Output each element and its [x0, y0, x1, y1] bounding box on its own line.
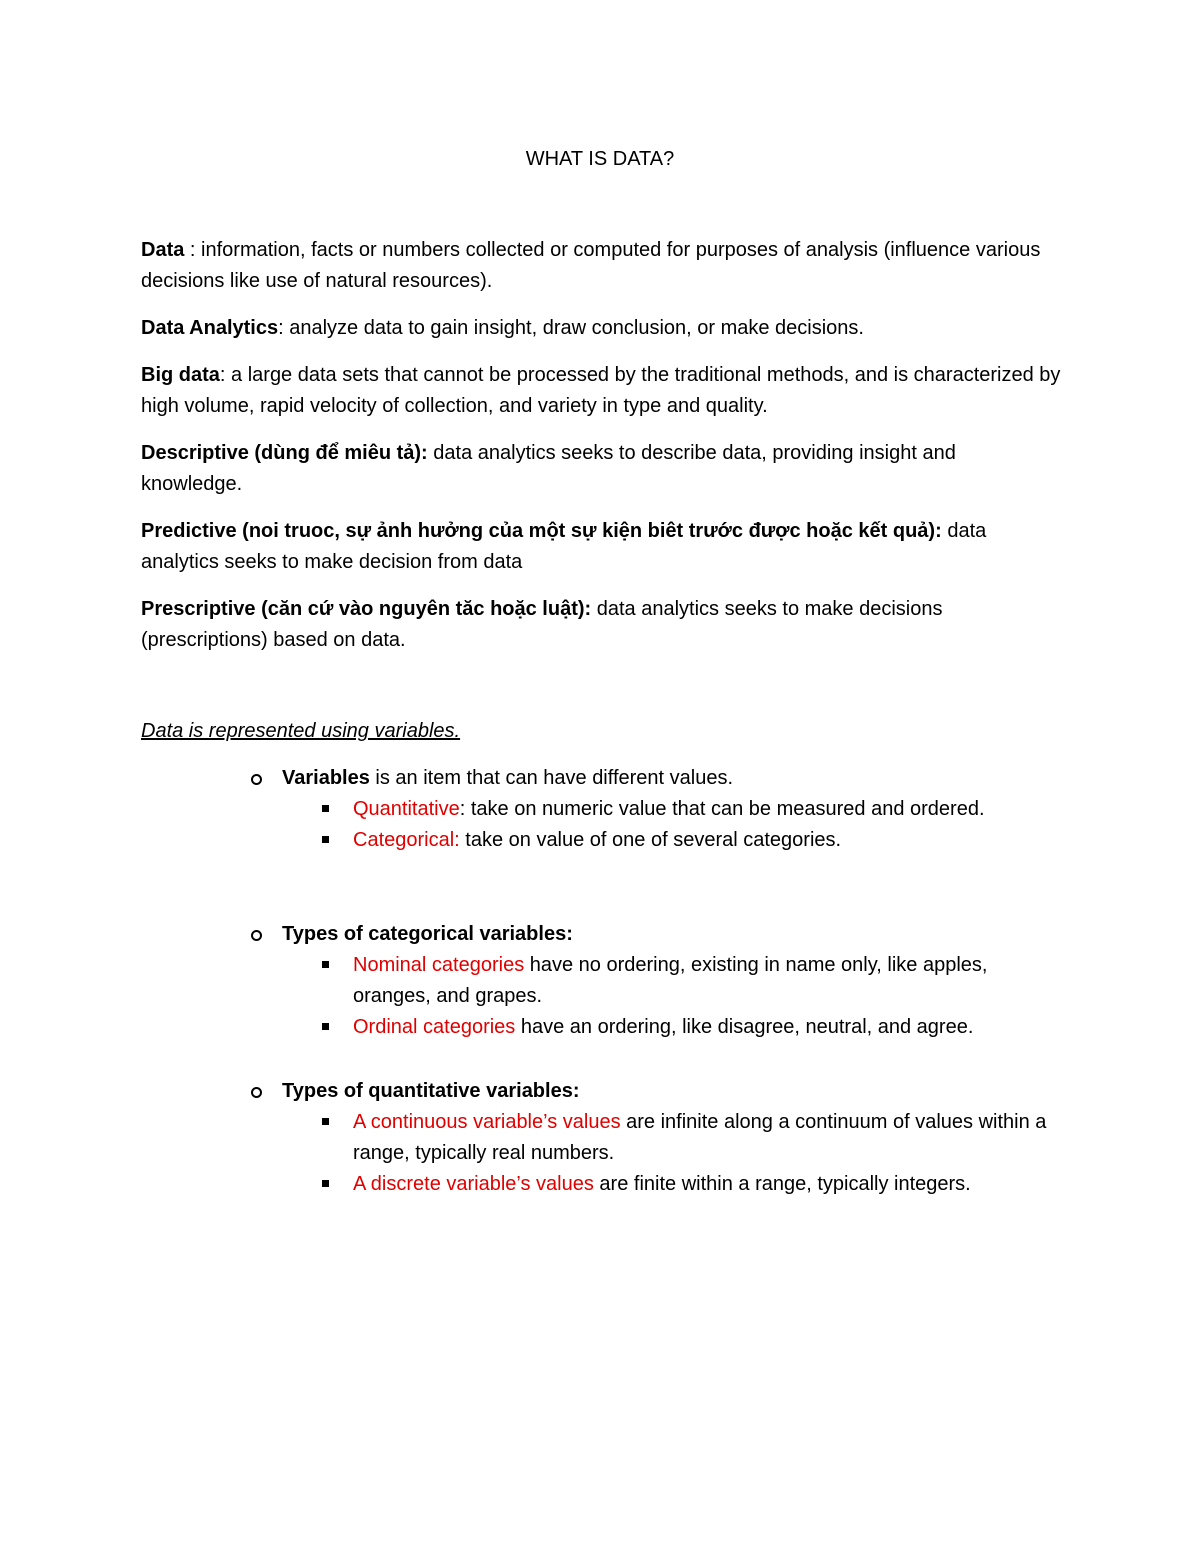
definition-big-data: [141, 360, 1061, 422]
list-item-lead: Types of quantitative variables:: [282, 1080, 580, 1102]
definition-term: Data: [141, 239, 185, 261]
definition-text: a large data sets that cannot be processed by the traditional methods, and is characterized by high volume, rapid velocity of collection, and variety in type and quality.: [141, 364, 1061, 417]
square-bullet-icon: [322, 1118, 329, 1125]
variables-group: [249, 763, 1049, 856]
highlighted-term: Categorical:: [353, 829, 460, 851]
square-bullet-icon: [322, 836, 329, 843]
definition-prescriptive: [141, 594, 1061, 656]
definition-data: [141, 235, 1061, 297]
definition-term: Descriptive (dùng để miêu tả):: [141, 442, 428, 464]
sub-list-item: [320, 794, 1049, 825]
sub-list-item-text: : take on numeric value that can be measured and ordered.: [459, 798, 985, 820]
highlighted-term: Quantitative: [353, 798, 460, 820]
definitions-section: [141, 235, 1061, 672]
sub-list-item: [320, 825, 1049, 856]
definition-separator: :: [219, 364, 232, 386]
definition-descriptive: [141, 438, 1061, 500]
highlighted-term: Nominal categories: [353, 954, 525, 976]
highlighted-term: A continuous variable’s values: [353, 1111, 621, 1133]
definition-predictive: [141, 516, 1061, 578]
sub-list-item-text: are infinite along a continuum of values within a range, typically real numbers.: [353, 1111, 1047, 1164]
highlighted-term: A discrete variable’s values: [353, 1173, 594, 1195]
circle-bullet-icon: [251, 930, 262, 941]
quantitative-types-group: [249, 1076, 1049, 1200]
sub-list-item-text: take on value of one of several categories.: [459, 829, 842, 851]
list-item-text: is an item that can have different values.: [369, 767, 734, 789]
definition-separator: :: [278, 317, 290, 339]
definition-data-analytics: [141, 313, 1061, 344]
definition-text: information, facts or numbers collected or computed for purposes of analysis (influence various decisions like use of natural resources).: [141, 239, 1041, 292]
list-item-lead: Variables: [282, 767, 370, 789]
sub-list-item-text: have an ordering, like disagree, neutral, and agree.: [515, 1016, 974, 1038]
document-title: WHAT IS DATA?: [525, 148, 675, 170]
sub-list-item: [320, 950, 1049, 1012]
sub-list-item: [320, 1169, 1049, 1200]
list-item-lead: Types of categorical variables:: [282, 923, 573, 945]
highlighted-term: Ordinal categories: [353, 1016, 516, 1038]
variables-heading: Data is represented using variables.: [141, 720, 461, 742]
square-bullet-icon: [322, 1180, 329, 1187]
definition-term: Prescriptive (căn cứ vào nguyên tăc hoặc luật):: [141, 598, 592, 620]
list-item: [249, 763, 1049, 794]
definition-text: data analytics seeks to make decision from data: [141, 520, 987, 573]
square-bullet-icon: [322, 1023, 329, 1030]
definition-term: Data Analytics: [141, 317, 279, 339]
definition-separator: :: [184, 239, 202, 261]
definition-term: Predictive (noi truoc, sự ảnh hưởng của một sự kiện biêt trước được hoặc kết quả):: [141, 520, 942, 542]
sub-list-item: [320, 1012, 1049, 1043]
definition-term: Big data: [141, 364, 220, 386]
definition-text: data analytics seeks to make decisions (prescriptions) based on data.: [141, 598, 943, 651]
sub-list-item-text: have no ordering, existing in name only, like apples, oranges, and grapes.: [353, 954, 988, 1007]
square-bullet-icon: [322, 961, 329, 968]
sub-list-item-text: are finite within a range, typically integers.: [593, 1173, 971, 1195]
circle-bullet-icon: [251, 1087, 262, 1098]
categorical-types-group: [249, 919, 1049, 1043]
sub-list-item: [320, 1107, 1049, 1169]
list-item: [249, 919, 1049, 950]
definition-text: analyze data to gain insight, draw conclusion, or make decisions.: [289, 317, 864, 339]
circle-bullet-icon: [251, 774, 262, 785]
list-item: [249, 1076, 1049, 1107]
definition-text: data analytics seeks to describe data, providing insight and knowledge.: [141, 442, 956, 495]
square-bullet-icon: [322, 805, 329, 812]
